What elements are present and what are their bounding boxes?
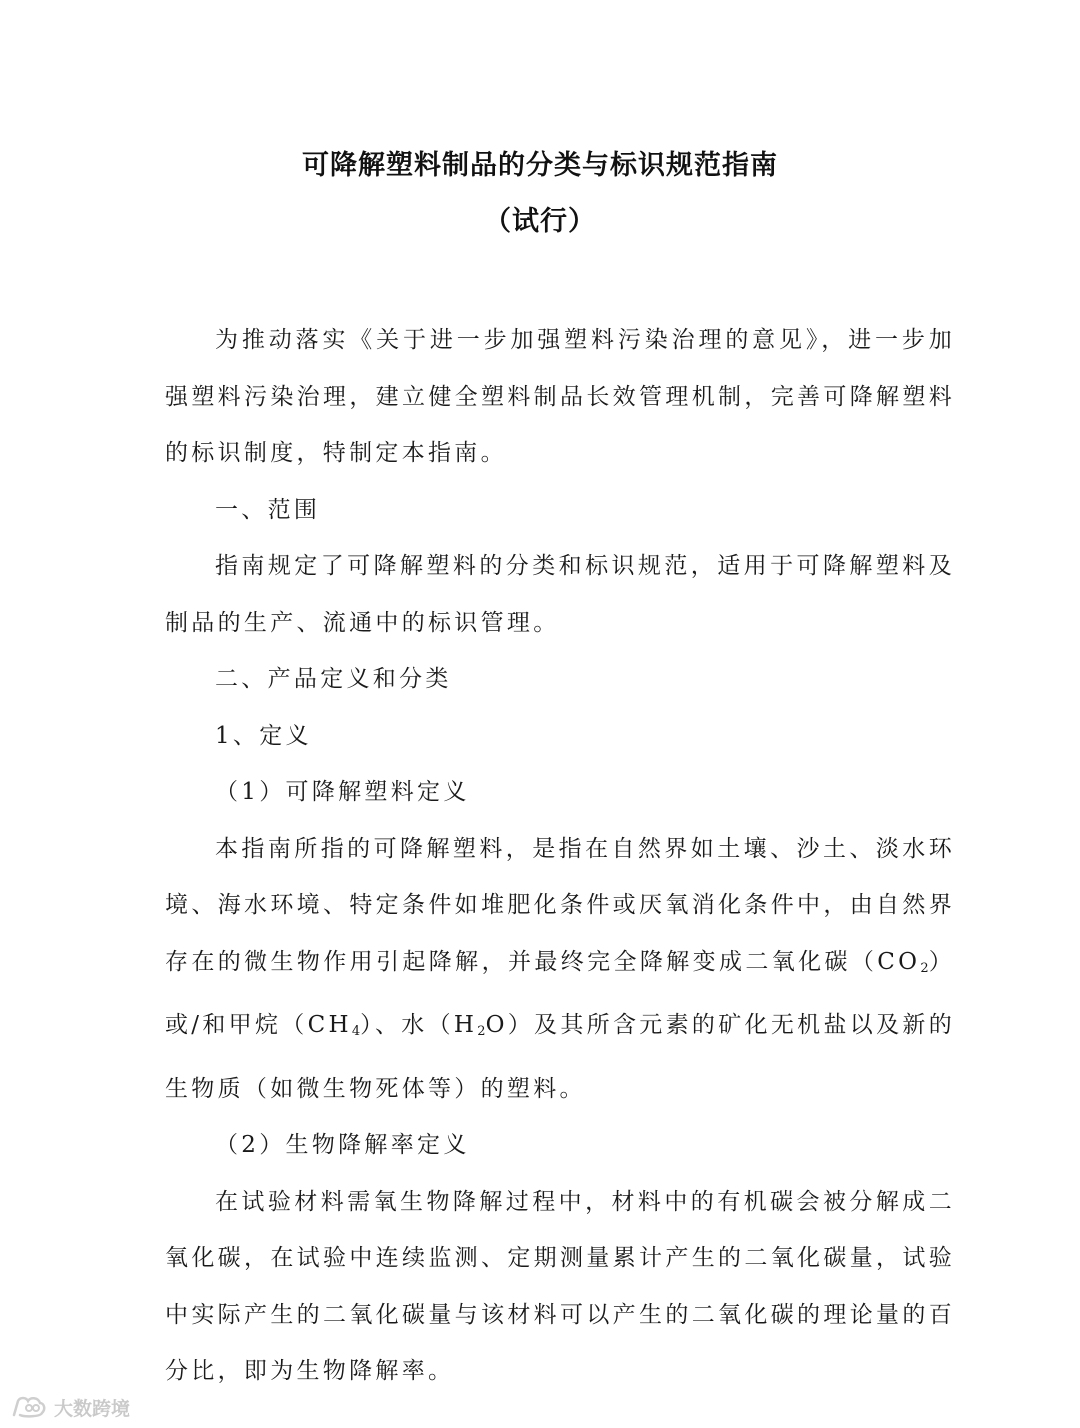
ch4-subscript: 4 — [351, 1024, 361, 1039]
definition-paragraph-biodegradation-rate: 在试验材料需氧生物降解过程中，材料中的有机碳会被分解成二氧化碳，在试验中连续监测、定期测量累计产生的二氧化碳量，试验中实际产生的二氧化碳量与该材料可以产生的二氧化碳的理论量的百分比，即为生物降解率。 — [165, 1188, 955, 1384]
definition-text-part-b: ）或/和甲烷（CH — [165, 948, 955, 1038]
h2o-subscript: 2 — [477, 1024, 486, 1039]
definition-text-part-d: O）及其所含元素的矿化无机盐以及新的生物质（如微生物死体等）的塑料。 — [165, 1012, 955, 1102]
definition-heading-biodegradation-rate: （2）生物降解率定义 — [215, 1132, 470, 1158]
scope-paragraph: 指南规定了可降解塑料的分类和标识规范，适用于可降解塑料及制品的生产、流通中的标识管理。 — [165, 553, 955, 636]
subsection-heading-definition: 1、定义 — [215, 722, 312, 749]
section-heading-scope: 一、范围 — [215, 496, 321, 523]
document-body — [165, 312, 955, 1400]
definition-heading-degradable-plastic: （1）可降解塑料定义 — [215, 779, 470, 805]
document-subtitle: （试行） — [484, 206, 596, 237]
definition-text-part-c: ）、水（H — [360, 1012, 478, 1038]
intro-paragraph: 为推动落实《关于进一步加强塑料污染治理的意见》，进一步加强塑料污染治理，建立健全塑料制品长效管理机制，完善可降解塑料的标识制度，特制定本指南。 — [165, 327, 955, 466]
document-title: 可降解塑料制品的分类与标识规范指南 — [302, 150, 778, 181]
cloud-logo-icon — [10, 1395, 48, 1421]
section-heading-definition-classification: 二、产品定义和分类 — [215, 666, 452, 692]
definition-paragraph-degradable-plastic — [165, 821, 955, 1118]
definition-text-part-a: 本指南所指的可降解塑料，是指在自然界如土壤、沙土、淡水环境、海水环境、特定条件如堆肥化条件或厌氧消化条件中，由自然界存在的微生物作用引起降解，并最终完全降解变成二氧化碳（CO — [165, 835, 955, 975]
watermark — [10, 1394, 130, 1421]
watermark-text: 大数跨境 — [54, 1398, 131, 1420]
co2-subscript: 2 — [920, 960, 929, 976]
